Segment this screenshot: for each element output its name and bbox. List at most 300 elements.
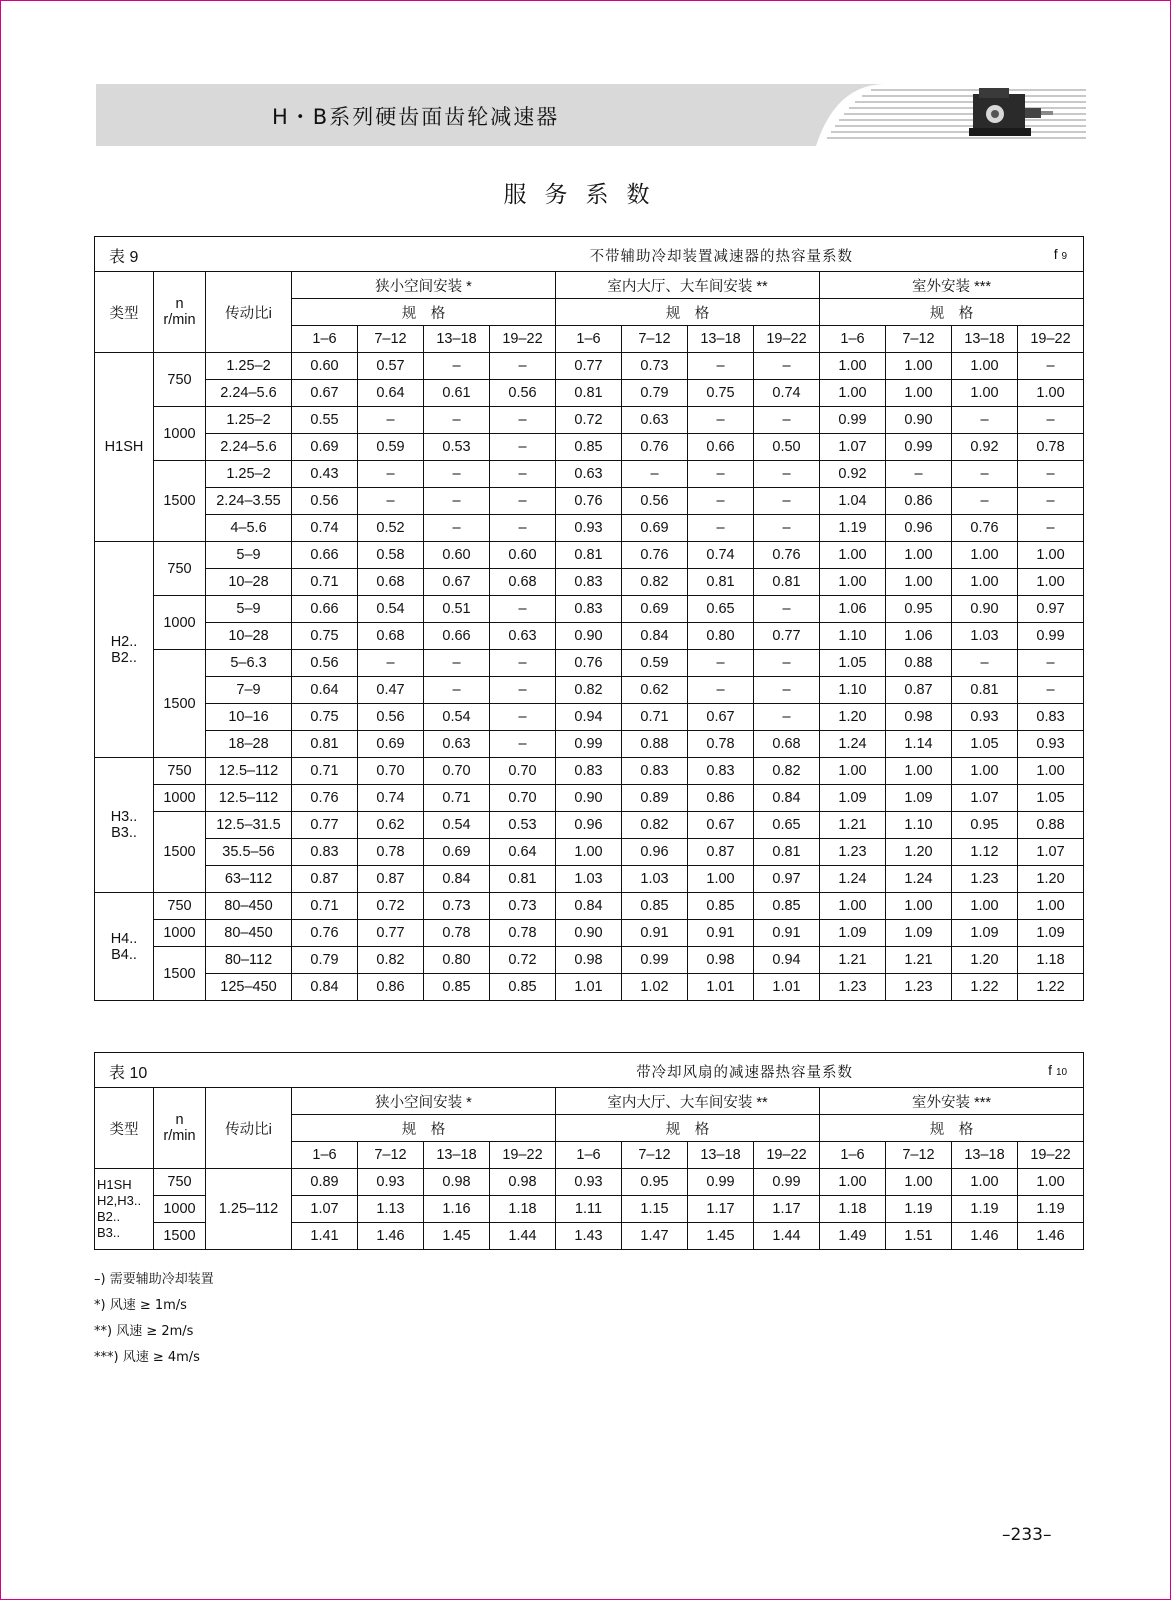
col-size-header: 19–22 — [490, 1142, 556, 1169]
value-cell: – — [1018, 353, 1084, 380]
value-cell: 0.78 — [424, 920, 490, 947]
value-cell: 0.85 — [688, 893, 754, 920]
table-9 — [94, 236, 1084, 1001]
table-row — [95, 731, 1084, 758]
value-cell: 0.85 — [754, 893, 820, 920]
value-cell: 0.79 — [622, 380, 688, 407]
value-cell: 0.81 — [292, 731, 358, 758]
speed-cell: 1000 — [154, 596, 206, 650]
value-cell: 1.23 — [886, 974, 952, 1001]
value-cell: 1.01 — [754, 974, 820, 1001]
value-cell: 1.17 — [688, 1196, 754, 1223]
value-cell: 0.69 — [424, 839, 490, 866]
value-cell: 0.69 — [358, 731, 424, 758]
value-cell: – — [490, 407, 556, 434]
value-cell: 0.67 — [292, 380, 358, 407]
value-cell: 0.95 — [622, 1169, 688, 1196]
value-cell: 0.84 — [556, 893, 622, 920]
value-cell: 0.93 — [358, 1169, 424, 1196]
value-cell: 0.56 — [622, 488, 688, 515]
value-cell: – — [490, 434, 556, 461]
value-cell: 0.99 — [820, 407, 886, 434]
value-cell: 0.75 — [292, 623, 358, 650]
value-cell: – — [886, 461, 952, 488]
value-cell: 0.52 — [358, 515, 424, 542]
value-cell: 1.00 — [1018, 380, 1084, 407]
value-cell: 0.74 — [292, 515, 358, 542]
value-cell: 1.15 — [622, 1196, 688, 1223]
value-cell: 0.81 — [490, 866, 556, 893]
type-cell: H4.. B4.. — [95, 893, 154, 1001]
table-row — [95, 758, 1084, 785]
value-cell: 1.00 — [886, 353, 952, 380]
value-cell: 0.95 — [886, 596, 952, 623]
value-cell: 1.05 — [1018, 785, 1084, 812]
value-cell: – — [490, 488, 556, 515]
value-cell: 0.98 — [886, 704, 952, 731]
value-cell: – — [490, 650, 556, 677]
value-cell: 1.14 — [886, 731, 952, 758]
value-cell: – — [952, 407, 1018, 434]
ratio-cell: 80–450 — [206, 893, 292, 920]
value-cell: 0.71 — [292, 893, 358, 920]
value-cell: 1.00 — [1018, 542, 1084, 569]
value-cell: 0.67 — [688, 812, 754, 839]
value-cell: 1.18 — [820, 1196, 886, 1223]
speed-cell: 750 — [154, 542, 206, 596]
value-cell: 0.74 — [754, 380, 820, 407]
col-group-header-1: 狭小空间安装 * — [292, 1088, 556, 1115]
value-cell: 0.95 — [952, 812, 1018, 839]
value-cell: 0.89 — [292, 1169, 358, 1196]
value-cell: 0.76 — [556, 488, 622, 515]
value-cell: 0.65 — [688, 596, 754, 623]
value-cell: 1.20 — [820, 704, 886, 731]
col-size-header: 19–22 — [1018, 326, 1084, 353]
ratio-cell: 1.25–2 — [206, 353, 292, 380]
col-size-header: 19–22 — [1018, 1142, 1084, 1169]
value-cell: – — [1018, 677, 1084, 704]
value-cell: 0.70 — [490, 785, 556, 812]
value-cell: 0.72 — [358, 893, 424, 920]
value-cell: 0.99 — [556, 731, 622, 758]
ratio-cell: 5–9 — [206, 542, 292, 569]
value-cell: 0.85 — [490, 974, 556, 1001]
value-cell: 0.88 — [622, 731, 688, 758]
value-cell: 1.06 — [820, 596, 886, 623]
value-cell: – — [490, 353, 556, 380]
value-cell: 1.23 — [820, 839, 886, 866]
value-cell: 0.73 — [424, 893, 490, 920]
value-cell: 0.68 — [490, 569, 556, 596]
value-cell: 1.00 — [556, 839, 622, 866]
col-group-header-2: 室内大厅、大车间安装 ** — [556, 272, 820, 299]
value-cell: 1.16 — [424, 1196, 490, 1223]
ratio-cell: 80–450 — [206, 920, 292, 947]
value-cell: 0.83 — [556, 569, 622, 596]
value-cell: 0.47 — [358, 677, 424, 704]
value-cell: – — [1018, 461, 1084, 488]
col-size-header: 19–22 — [754, 326, 820, 353]
value-cell: 1.00 — [820, 1169, 886, 1196]
value-cell: – — [490, 731, 556, 758]
value-cell: – — [358, 461, 424, 488]
value-cell: – — [490, 461, 556, 488]
value-cell: – — [688, 650, 754, 677]
value-cell: 0.50 — [754, 434, 820, 461]
value-cell: 0.91 — [688, 920, 754, 947]
value-cell: 0.77 — [292, 812, 358, 839]
table-row — [95, 704, 1084, 731]
value-cell: 0.51 — [424, 596, 490, 623]
value-cell: – — [754, 596, 820, 623]
value-cell: 0.70 — [490, 758, 556, 785]
value-cell: 0.75 — [688, 380, 754, 407]
value-cell: – — [754, 461, 820, 488]
table-row — [95, 839, 1084, 866]
value-cell: – — [1018, 488, 1084, 515]
note-wind-1: *) 风速 ≥ 1m/s — [94, 1298, 187, 1313]
col-size-header: 1–6 — [292, 1142, 358, 1169]
value-cell: – — [424, 461, 490, 488]
table-row — [95, 974, 1084, 1001]
col-size-header: 7–12 — [358, 326, 424, 353]
note-auxiliary-cooling: –) 需要辅助冷却装置 — [94, 1272, 214, 1287]
speed-cell: 1000 — [154, 1196, 206, 1223]
value-cell: 0.81 — [754, 569, 820, 596]
value-cell: 1.00 — [820, 569, 886, 596]
col-spec-header-3: 规 格 — [820, 299, 1084, 326]
value-cell: 0.97 — [754, 866, 820, 893]
value-cell: 0.54 — [358, 596, 424, 623]
col-spec-header-1: 规 格 — [292, 299, 556, 326]
value-cell: 0.64 — [292, 677, 358, 704]
value-cell: 0.86 — [688, 785, 754, 812]
value-cell: 0.67 — [424, 569, 490, 596]
value-cell: 0.71 — [292, 569, 358, 596]
speed-cell: 1500 — [154, 650, 206, 758]
col-header-ratio: 传动比i — [206, 272, 292, 353]
value-cell: 0.85 — [556, 434, 622, 461]
ratio-cell: 1.25–112 — [206, 1169, 292, 1250]
table-row — [95, 569, 1084, 596]
value-cell: 0.65 — [754, 812, 820, 839]
value-cell: 0.74 — [688, 542, 754, 569]
table-row — [95, 812, 1084, 839]
type-cell: H1SH H2,H3.. B2.. B3.. — [95, 1169, 154, 1250]
value-cell: – — [754, 488, 820, 515]
value-cell: 1.00 — [820, 353, 886, 380]
value-cell: 0.53 — [490, 812, 556, 839]
value-cell: 0.98 — [556, 947, 622, 974]
ratio-cell: 10–28 — [206, 623, 292, 650]
value-cell: 0.82 — [622, 569, 688, 596]
value-cell: 1.07 — [952, 785, 1018, 812]
value-cell: 0.81 — [754, 839, 820, 866]
value-cell: 1.21 — [820, 947, 886, 974]
table-row — [95, 434, 1084, 461]
value-cell: 1.23 — [952, 866, 1018, 893]
value-cell: 0.76 — [556, 650, 622, 677]
value-cell: 0.83 — [292, 839, 358, 866]
value-cell: 1.44 — [754, 1223, 820, 1250]
value-cell: 0.99 — [1018, 623, 1084, 650]
value-cell: 1.00 — [886, 758, 952, 785]
col-size-header: 13–18 — [952, 326, 1018, 353]
value-cell: – — [358, 407, 424, 434]
value-cell: – — [754, 515, 820, 542]
col-size-header: 1–6 — [556, 326, 622, 353]
table-caption — [95, 237, 1084, 272]
value-cell: 1.20 — [886, 839, 952, 866]
value-cell: 1.46 — [952, 1223, 1018, 1250]
speed-cell: 1000 — [154, 407, 206, 461]
value-cell: 0.72 — [490, 947, 556, 974]
table-row — [95, 542, 1084, 569]
col-size-header: 13–18 — [688, 326, 754, 353]
value-cell: – — [490, 704, 556, 731]
value-cell: 0.71 — [424, 785, 490, 812]
value-cell: 0.99 — [886, 434, 952, 461]
value-cell: 1.00 — [952, 893, 1018, 920]
col-size-header: 13–18 — [424, 326, 490, 353]
ratio-cell: 4–5.6 — [206, 515, 292, 542]
value-cell: 0.87 — [292, 866, 358, 893]
value-cell: 1.24 — [820, 866, 886, 893]
col-spec-header-2: 规 格 — [556, 1115, 820, 1142]
col-header-type: 类型 — [95, 272, 154, 353]
value-cell: 0.80 — [688, 623, 754, 650]
col-size-header: 7–12 — [886, 326, 952, 353]
value-cell: 0.64 — [490, 839, 556, 866]
table-row — [95, 785, 1084, 812]
value-cell: 0.99 — [754, 1169, 820, 1196]
value-cell: 1.43 — [556, 1223, 622, 1250]
value-cell: 0.57 — [358, 353, 424, 380]
value-cell: 1.20 — [1018, 866, 1084, 893]
value-cell: 0.72 — [556, 407, 622, 434]
value-cell: 1.21 — [820, 812, 886, 839]
value-cell: 0.90 — [556, 920, 622, 947]
value-cell: 1.17 — [754, 1196, 820, 1223]
value-cell: 1.47 — [622, 1223, 688, 1250]
value-cell: 1.00 — [952, 542, 1018, 569]
value-cell: 0.87 — [886, 677, 952, 704]
ratio-cell: 80–112 — [206, 947, 292, 974]
value-cell: 1.45 — [424, 1223, 490, 1250]
speed-cell: 750 — [154, 353, 206, 407]
speed-cell: 750 — [154, 1169, 206, 1196]
value-cell: 1.00 — [1018, 758, 1084, 785]
value-cell: 0.84 — [292, 974, 358, 1001]
value-cell: 0.60 — [490, 542, 556, 569]
table-row — [95, 920, 1084, 947]
speed-cell: 1000 — [154, 920, 206, 947]
value-cell: 0.74 — [358, 785, 424, 812]
value-cell: 1.19 — [886, 1196, 952, 1223]
value-cell: 1.00 — [886, 542, 952, 569]
value-cell: – — [358, 488, 424, 515]
col-size-header: 7–12 — [886, 1142, 952, 1169]
value-cell: – — [688, 515, 754, 542]
value-cell: 0.92 — [952, 434, 1018, 461]
ratio-cell: 1.25–2 — [206, 407, 292, 434]
value-cell: 1.18 — [490, 1196, 556, 1223]
value-cell: 0.84 — [424, 866, 490, 893]
value-cell: – — [952, 461, 1018, 488]
header-band — [96, 84, 1086, 146]
value-cell: 0.62 — [622, 677, 688, 704]
value-cell: 0.96 — [622, 839, 688, 866]
value-cell: – — [754, 650, 820, 677]
value-cell: 0.75 — [292, 704, 358, 731]
value-cell: – — [754, 353, 820, 380]
speed-cell: 750 — [154, 893, 206, 920]
ratio-cell: 10–16 — [206, 704, 292, 731]
value-cell: 0.87 — [688, 839, 754, 866]
speed-cell: 1500 — [154, 947, 206, 1001]
value-cell: 0.91 — [622, 920, 688, 947]
value-cell: 1.51 — [886, 1223, 952, 1250]
value-cell: 1.00 — [952, 380, 1018, 407]
note-wind-4: ***) 风速 ≥ 4m/s — [94, 1350, 200, 1365]
value-cell: 0.78 — [490, 920, 556, 947]
value-cell: 0.82 — [622, 812, 688, 839]
value-cell: 0.67 — [688, 704, 754, 731]
value-cell: – — [424, 515, 490, 542]
table-row — [95, 596, 1084, 623]
value-cell: 0.93 — [952, 704, 1018, 731]
value-cell: – — [1018, 515, 1084, 542]
value-cell: 1.12 — [952, 839, 1018, 866]
value-cell: 0.81 — [556, 380, 622, 407]
table-title: 不带辅助冷却装置减速器的热容量系数 — [589, 249, 854, 265]
page-number: –233– — [1002, 1525, 1052, 1545]
value-cell: 0.82 — [358, 947, 424, 974]
ratio-cell: 18–28 — [206, 731, 292, 758]
value-cell: – — [424, 650, 490, 677]
value-cell: 0.83 — [556, 596, 622, 623]
table-row — [95, 407, 1084, 434]
value-cell: 1.05 — [820, 650, 886, 677]
value-cell: 0.96 — [886, 515, 952, 542]
value-cell: 0.54 — [424, 704, 490, 731]
value-cell: 0.81 — [952, 677, 1018, 704]
table-title: 带冷却风扇的减速器热容量系数 — [636, 1065, 854, 1081]
value-cell: 1.00 — [886, 1169, 952, 1196]
col-size-header: 19–22 — [490, 326, 556, 353]
value-cell: 1.03 — [952, 623, 1018, 650]
value-cell: 0.81 — [688, 569, 754, 596]
col-size-header: 7–12 — [622, 326, 688, 353]
value-cell: 0.63 — [490, 623, 556, 650]
value-cell: 0.63 — [424, 731, 490, 758]
col-size-header: 13–18 — [688, 1142, 754, 1169]
value-cell: 0.80 — [424, 947, 490, 974]
value-cell: 1.19 — [820, 515, 886, 542]
value-cell: – — [424, 488, 490, 515]
col-size-header: 19–22 — [754, 1142, 820, 1169]
value-cell: 1.10 — [820, 623, 886, 650]
value-cell: – — [952, 650, 1018, 677]
col-header-speed: n r/min — [154, 272, 206, 353]
value-cell: 0.68 — [358, 569, 424, 596]
value-cell: 0.82 — [754, 758, 820, 785]
value-cell: 0.66 — [292, 596, 358, 623]
ratio-cell: 7–9 — [206, 677, 292, 704]
value-cell: 1.07 — [820, 434, 886, 461]
value-cell: 0.69 — [622, 596, 688, 623]
value-cell: – — [424, 677, 490, 704]
value-cell: 1.03 — [622, 866, 688, 893]
value-cell: 1.04 — [820, 488, 886, 515]
value-cell: 0.83 — [688, 758, 754, 785]
value-cell: 1.19 — [952, 1196, 1018, 1223]
ratio-cell: 2.24–5.6 — [206, 380, 292, 407]
type-cell: H3.. B3.. — [95, 758, 154, 893]
value-cell: 0.58 — [358, 542, 424, 569]
value-cell: 0.56 — [292, 650, 358, 677]
table-row — [95, 353, 1084, 380]
value-cell: 0.77 — [358, 920, 424, 947]
col-header-type: 类型 — [95, 1088, 154, 1169]
value-cell: 0.62 — [358, 812, 424, 839]
table-row — [95, 488, 1084, 515]
value-cell: – — [754, 704, 820, 731]
value-cell: 0.99 — [688, 1169, 754, 1196]
table-label: 表 10 — [109, 1065, 148, 1082]
table-row — [95, 380, 1084, 407]
value-cell: 0.98 — [424, 1169, 490, 1196]
value-cell: 0.88 — [886, 650, 952, 677]
col-header-ratio: 传动比i — [206, 1088, 292, 1169]
value-cell: 0.55 — [292, 407, 358, 434]
value-cell: 0.76 — [622, 434, 688, 461]
col-spec-header-3: 规 格 — [820, 1115, 1084, 1142]
gearbox-image — [965, 86, 1055, 142]
col-size-header: 13–18 — [952, 1142, 1018, 1169]
value-cell: 1.09 — [952, 920, 1018, 947]
value-cell: 1.00 — [820, 758, 886, 785]
value-cell: 1.19 — [1018, 1196, 1084, 1223]
table-symbol: f 10 — [1048, 1062, 1068, 1078]
value-cell: 0.84 — [754, 785, 820, 812]
value-cell: 0.86 — [886, 488, 952, 515]
value-cell: 0.66 — [424, 623, 490, 650]
speed-cell: 1500 — [154, 812, 206, 893]
ratio-cell: 5–9 — [206, 596, 292, 623]
table-row — [95, 677, 1084, 704]
ratio-cell: 2.24–5.6 — [206, 434, 292, 461]
col-size-header: 1–6 — [820, 326, 886, 353]
value-cell: 0.66 — [688, 434, 754, 461]
value-cell: 1.00 — [820, 893, 886, 920]
ratio-cell: 12.5–112 — [206, 758, 292, 785]
value-cell: 0.68 — [754, 731, 820, 758]
value-cell: 1.18 — [1018, 947, 1084, 974]
value-cell: 1.09 — [820, 785, 886, 812]
value-cell: – — [1018, 650, 1084, 677]
value-cell: 0.81 — [556, 542, 622, 569]
table-row — [95, 515, 1084, 542]
header-title: H・B系列硬齿面齿轮减速器 — [272, 105, 560, 129]
value-cell: – — [424, 407, 490, 434]
table-row — [95, 461, 1084, 488]
value-cell: 0.94 — [754, 947, 820, 974]
col-group-header-2: 室内大厅、大车间安装 ** — [556, 1088, 820, 1115]
value-cell: 0.83 — [622, 758, 688, 785]
value-cell: 1.00 — [820, 542, 886, 569]
